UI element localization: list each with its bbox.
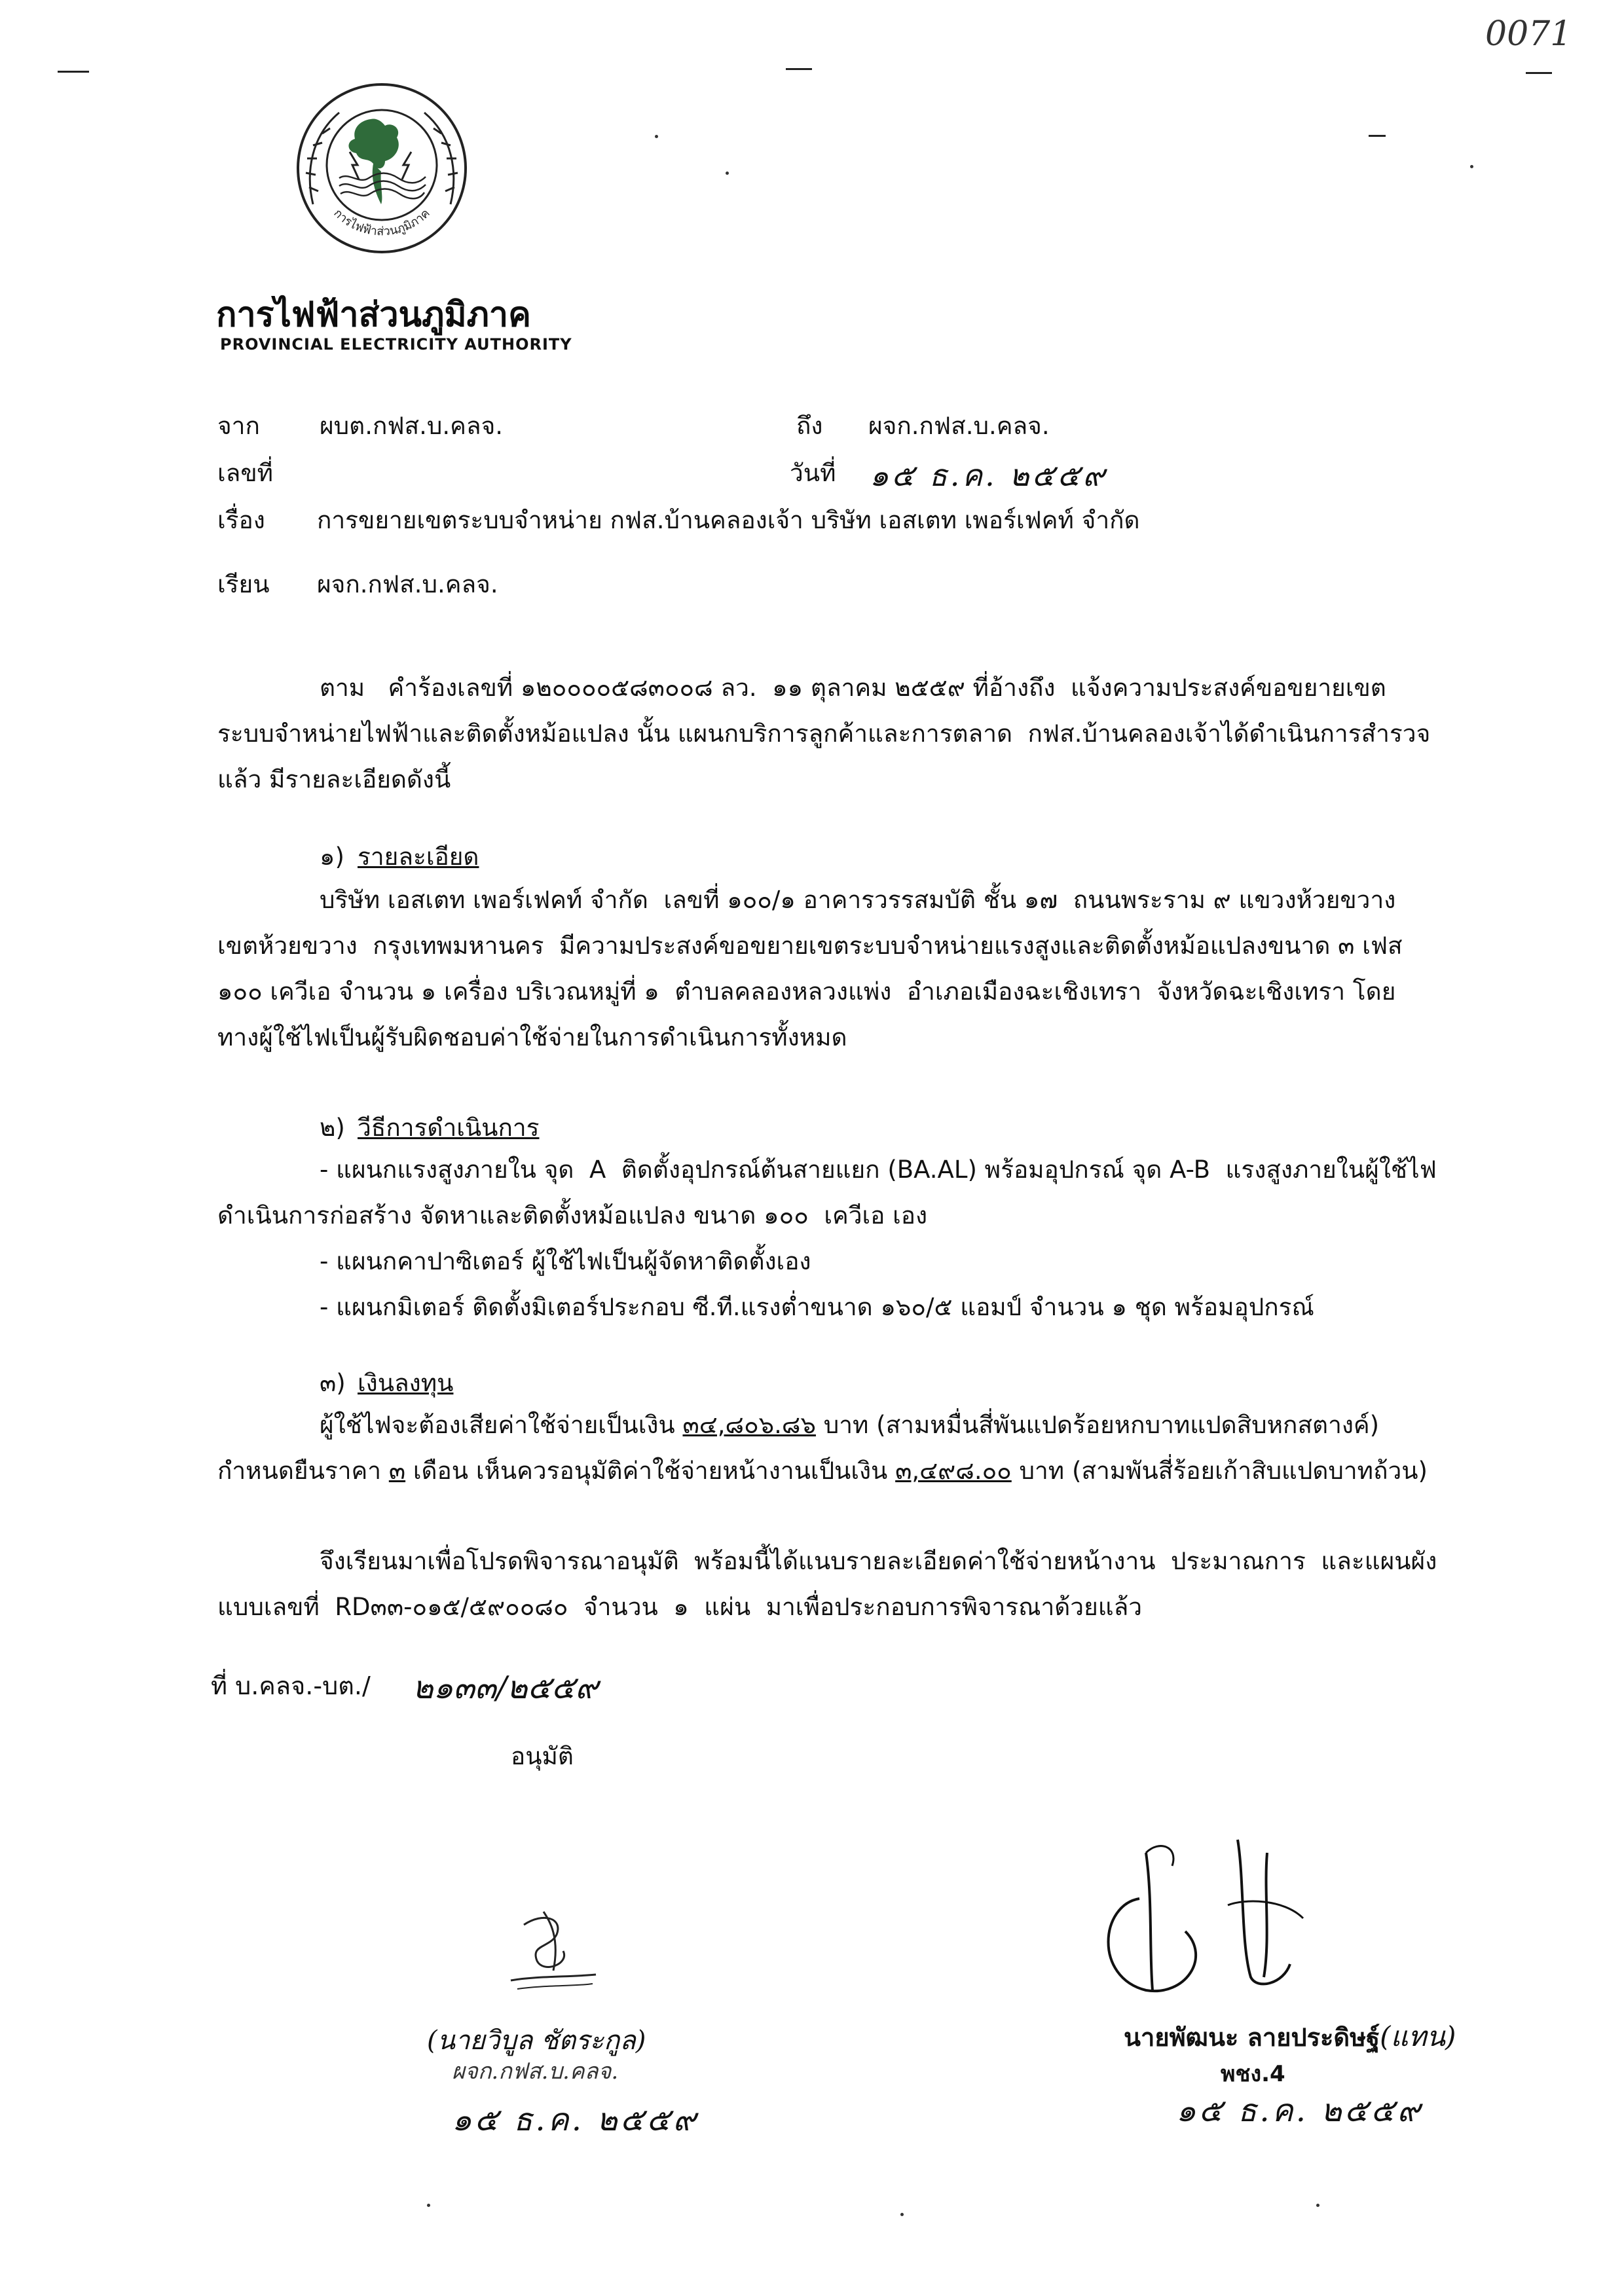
proposer-position: พชง.4 bbox=[1221, 2061, 1285, 2087]
amount-site: ๓,๔๙๘.๐๐ bbox=[895, 1457, 1012, 1485]
pea-logo bbox=[287, 73, 477, 263]
corner-mark: 0071 bbox=[1485, 14, 1572, 54]
section1-line: เขตห้วยขวาง กรุงเทพมหานคร มีความประสงค์ขอขยายเขตระบบจำหน่ายแรงสูงและติดตั้งหม้อแปลงขนาด ๓ เฟส bbox=[217, 932, 1403, 960]
org-name-en: PROVINCIAL ELECTRICITY AUTHORITY bbox=[220, 335, 572, 354]
scan-dot bbox=[427, 2204, 430, 2207]
intro-line: แล้ว มีรายละเอียดดังนี้ bbox=[217, 765, 451, 793]
from-label: จาก bbox=[217, 412, 260, 440]
scan-dot bbox=[900, 2213, 904, 2216]
date-stamp: ๑๕ ธ.ค. ๒๕๕๙ bbox=[870, 458, 1107, 493]
section1-line: ทางผู้ใช้ไฟเป็นผู้รับผิดชอบค่าใช้จ่ายในการดำเนินการทั้งหมด bbox=[217, 1023, 847, 1051]
section1-line: ๑๐๐ เควีเอ จำนวน ๑ เครื่อง บริเวณหมู่ที่ ๑ ตำบลคลองหลวงแพ่ง อำเภอเมืองฉะเชิงเทรา จังหวัดฉะเชิงเทรา โดย bbox=[217, 977, 1396, 1006]
section3-title: เงินลงทุน bbox=[358, 1369, 454, 1397]
section2-line: - แผนกมิเตอร์ ติดตั้งมิเตอร์ประกอบ ซี.ที.แรงต่ำขนาด ๑๖๐/๕ แอมป์ จำนวน ๑ ชุด พร้อมอุปกรณ์ bbox=[320, 1293, 1314, 1321]
from-value: ผบต.กฟส.บ.คลจ. bbox=[320, 412, 504, 440]
subject-value: การขยายเขตระบบจำหน่าย กฟส.บ้านคลองเจ้า บริษัท เอสเตท เพอร์เฟคท์ จำกัด bbox=[317, 506, 1140, 534]
price-validity-months: ๓ bbox=[388, 1457, 406, 1485]
no-label: เลขที่ bbox=[217, 459, 274, 487]
section2-line: ดำเนินการก่อสร้าง จัดหาและติดตั้งหม้อแปลง ขนาด ๑๐๐ เควีเอ เอง bbox=[217, 1201, 928, 1230]
closing-line: แบบเลขที่ RD๓๓-๐๑๕/๕๙๐๐๘๐ จำนวน ๑ แผ่น มาเพื่อประกอบการพิจารณาด้วยแล้ว bbox=[217, 1593, 1143, 1621]
scan-mark bbox=[1526, 72, 1552, 74]
section3-number: ๓) bbox=[320, 1369, 346, 1397]
proposer-date: ๑๕ ธ.ค. ๒๕๕๙ bbox=[1176, 2092, 1423, 2129]
scan-mark bbox=[786, 68, 812, 70]
approver-name: (นายวิบูล ชัตระกูล) bbox=[427, 2026, 646, 2056]
svg-text:การไฟฟ้าส่วนภูมิภาค bbox=[331, 206, 432, 238]
closing-line: จึงเรียนมาเพื่อโปรดพิจารณาอนุมัติ พร้อมนี้ได้แนบรายละเอียดค่าใช้จ่ายหน้างาน ประมาณการ และแผนผัง bbox=[320, 1547, 1437, 1575]
section3-line: กำหนดยืนราคา ๓ เดือน เห็นควรอนุมัติค่าใช้จ่ายหน้างานเป็นเงิน ๓,๔๙๘.๐๐ บาท (สามพันสี่ร้อยเก้าสิบแปดบาทถ้วน) bbox=[217, 1457, 1428, 1485]
proposer-name: นายพัฒนะ ลายประดิษฐ์(แทน) bbox=[1124, 2020, 1456, 2052]
scan-mark bbox=[1369, 135, 1386, 137]
scan-dot bbox=[655, 135, 658, 138]
section2-line: - แผนกคาปาซิเตอร์ ผู้ใช้ไฟเป็นผู้จัดหาติดตั้งเอง bbox=[320, 1247, 811, 1275]
scan-dot bbox=[1470, 165, 1473, 168]
reference-prefix: ที่ บ.คลจ.-บต./ bbox=[211, 1671, 371, 1700]
dear-value: ผจก.กฟส.บ.คลจ. bbox=[317, 570, 498, 598]
section2-line: - แผนกแรงสูงภายใน จุด A ติดตั้งอุปกรณ์ต้นสายแยก (BA.AL) พร้อมอุปกรณ์ จุด A-B แรงสูงภายในผู้ใช้ไฟ bbox=[320, 1156, 1437, 1184]
scan-dot bbox=[1316, 2204, 1320, 2207]
approver-position: ผจก.กฟส.บ.คลจ. bbox=[452, 2058, 619, 2085]
intro-line: ตาม คำร้องเลขที่ ๑๒๐๐๐๐๕๘๓๐๐๘ ลว. ๑๑ ตุลาคม ๒๕๕๙ ที่อ้างถึง แจ้งความประสงค์ขอขยายเขต bbox=[320, 674, 1386, 702]
proposer-signature bbox=[1087, 1827, 1362, 2016]
approver-date: ๑๕ ธ.ค. ๒๕๕๙ bbox=[452, 2102, 699, 2138]
approver-signature bbox=[498, 1899, 609, 1997]
subject-label: เรื่อง bbox=[217, 506, 265, 534]
org-name-th: การไฟฟ้าส่วนภูมิภาค bbox=[216, 295, 531, 335]
intro-line: ระบบจำหน่ายไฟฟ้าและติดตั้งหม้อแปลง นั้น แผนกบริการลูกค้าและการตลาด กฟส.บ้านคลองเจ้าได้ดำเนินการสำรวจ bbox=[217, 720, 1431, 748]
section1-line: บริษัท เอสเตท เพอร์เฟคท์ จำกัด เลขที่ ๑๐๐/๑ อาคารวรรสมบัติ ชั้น ๑๗ ถนนพระราม ๙ แขวงห้วยขวาง bbox=[320, 886, 1396, 914]
logo-ring-text: การไฟฟ้าส่วนภูมิภาค bbox=[331, 206, 433, 239]
section3-line: ผู้ใช้ไฟจะต้องเสียค่าใช้จ่ายเป็นเงิน ๓๔,๘๐๖.๘๖ บาท (สามหมื่นสี่พันแปดร้อยหกบาทแปดสิบหกสตางค์) bbox=[320, 1411, 1380, 1439]
scan-dot bbox=[726, 172, 729, 175]
to-value: ผจก.กฟส.บ.คลจ. bbox=[868, 412, 1050, 440]
reference-number: ๒๑๓๓/๒๕๕๙ bbox=[413, 1669, 599, 1706]
section1-number: ๑) bbox=[320, 843, 344, 871]
approve-label: อนุมัติ bbox=[511, 1742, 574, 1770]
to-label: ถึง bbox=[796, 412, 823, 440]
section2-title: วีธีการดำเนินการ bbox=[358, 1114, 540, 1142]
dear-label: เรียน bbox=[217, 570, 270, 598]
amount-total: ๓๔,๘๐๖.๘๖ bbox=[682, 1411, 816, 1439]
section1-title: รายละเอียด bbox=[358, 843, 479, 871]
date-label: วันที่ bbox=[790, 459, 836, 487]
section2-number: ๒) bbox=[320, 1114, 345, 1142]
scan-mark bbox=[58, 71, 89, 73]
